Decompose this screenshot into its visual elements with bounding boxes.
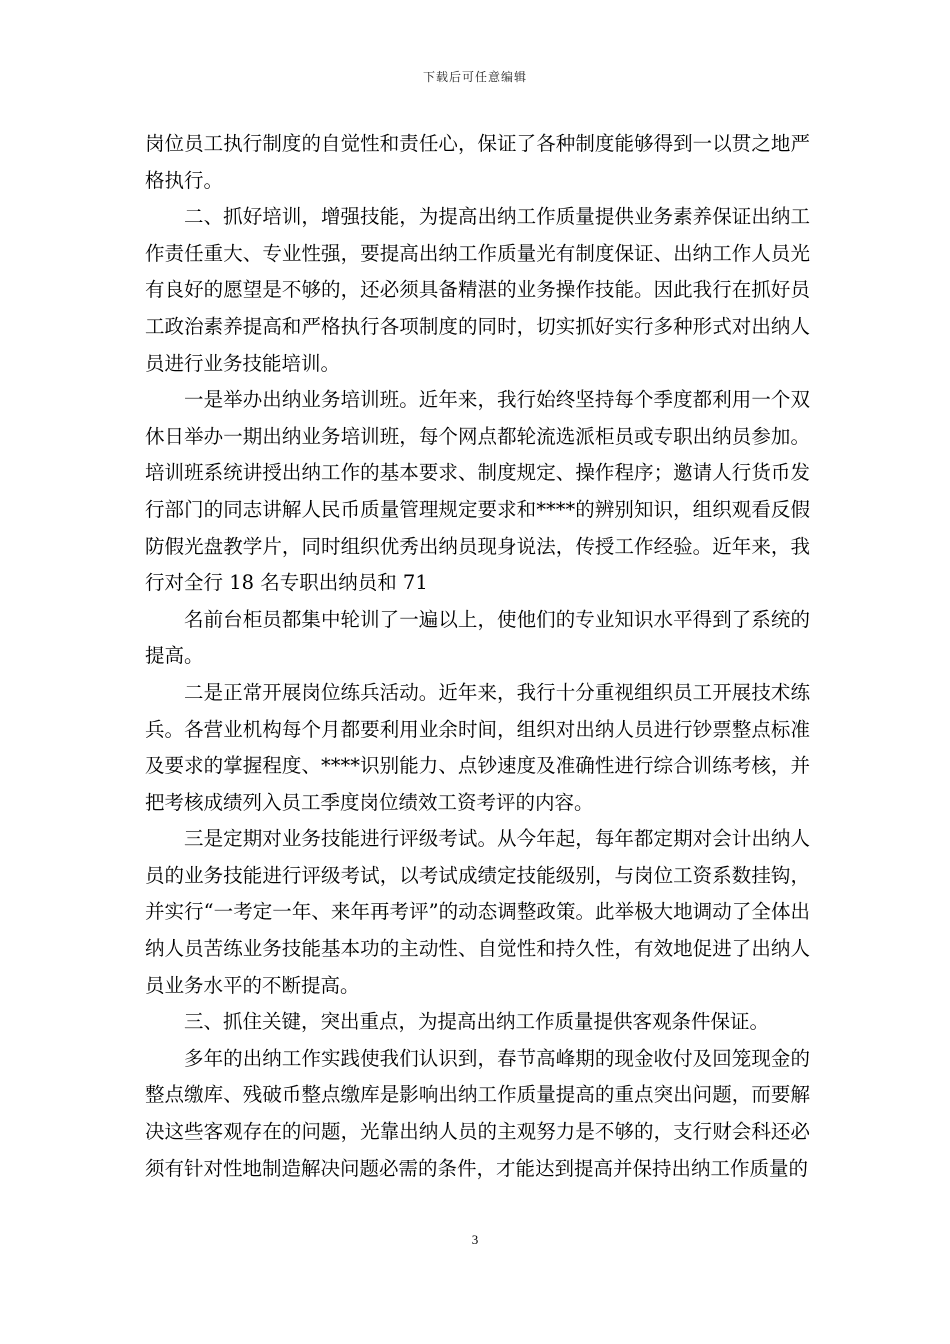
paragraph: 三是定期对业务技能进行评级考试。从今年起，每年都定期对会计出纳人员的业务技能进行评级考试，以考试成绩定技能级别，与岗位工资系数挂钩，并实行“一考定一年、来年再考评”的动态调整政策。此举极大地调动了全体出纳人员苦练业务技能基本功的主动性、自觉性和持久性，有效地促进了出纳人员业务水平的不断提高。 <box>145 827 810 997</box>
paragraph: 一是举办出纳业务培训班。近年来，我行始终坚持每个季度都利用一个双休日举办一期出纳业务培训班，每个网点都轮流选派柜员或专职出纳员参加。培训班系统讲授出纳工作的基本要求、制度规定、操作程序；邀请人行货币发行部门的同志讲解人民币质量管理规定要求和****的辨别知识，组织观看反假防假光盘教学片，同时组织优秀出纳员现身说法，传授工作经验。近年来，我行对全行 18 名专职出纳员和 71 <box>145 388 810 595</box>
paragraph: 二、抓好培训，增强技能，为提高出纳工作质量提供业务素养保证出纳工作责任重大、专业性强，要提高出纳工作质量光有制度保证、出纳工作人员光有良好的愿望是不够的，还必须具备精湛的业务操作技能。因此我行在抓好员工政治素养提高和严格执行各项制度的同时，切实抓好实行多种形式对出纳人员进行业务技能培训。 <box>145 205 810 375</box>
paragraph: 多年的出纳工作实践使我们认识到，春节高峰期的现金收付及回笼现金的整点缴库、残破币整点缴库是影响出纳工作质量提高的重点突出问题，而要解决这些客观存在的问题，光靠出纳人员的主观努力是不够的，支行财会科还必须有针对性地制造解决问题必需的条件，才能达到提高并保持出纳工作质量的 <box>145 1046 810 1180</box>
paragraph: 二是正常开展岗位练兵活动。近年来，我行十分重视组织员工开展技术练兵。各营业机构每个月都要利用业余时间，组织对出纳人员进行钞票整点标准及要求的掌握程度、****识别能力、点钞速度及准确性进行综合训练考核，并把考核成绩列入员工季度岗位绩效工资考评的内容。 <box>145 680 810 814</box>
document-body <box>145 126 810 1187</box>
paragraph: 三、抓住关键，突出重点，为提高出纳工作质量提供客观条件保证。 <box>184 1010 770 1034</box>
paragraph: 名前台柜员都集中轮训了一遍以上，使他们的专业知识水平得到了系统的提高。 <box>145 607 810 668</box>
page-header: 下载后可任意编辑 <box>422 70 527 84</box>
paragraph: 岗位员工执行制度的自觉性和责任心，保证了各种制度能够得到一以贯之地严格执行。 <box>145 132 810 192</box>
page-number: 3 <box>471 1232 479 1247</box>
